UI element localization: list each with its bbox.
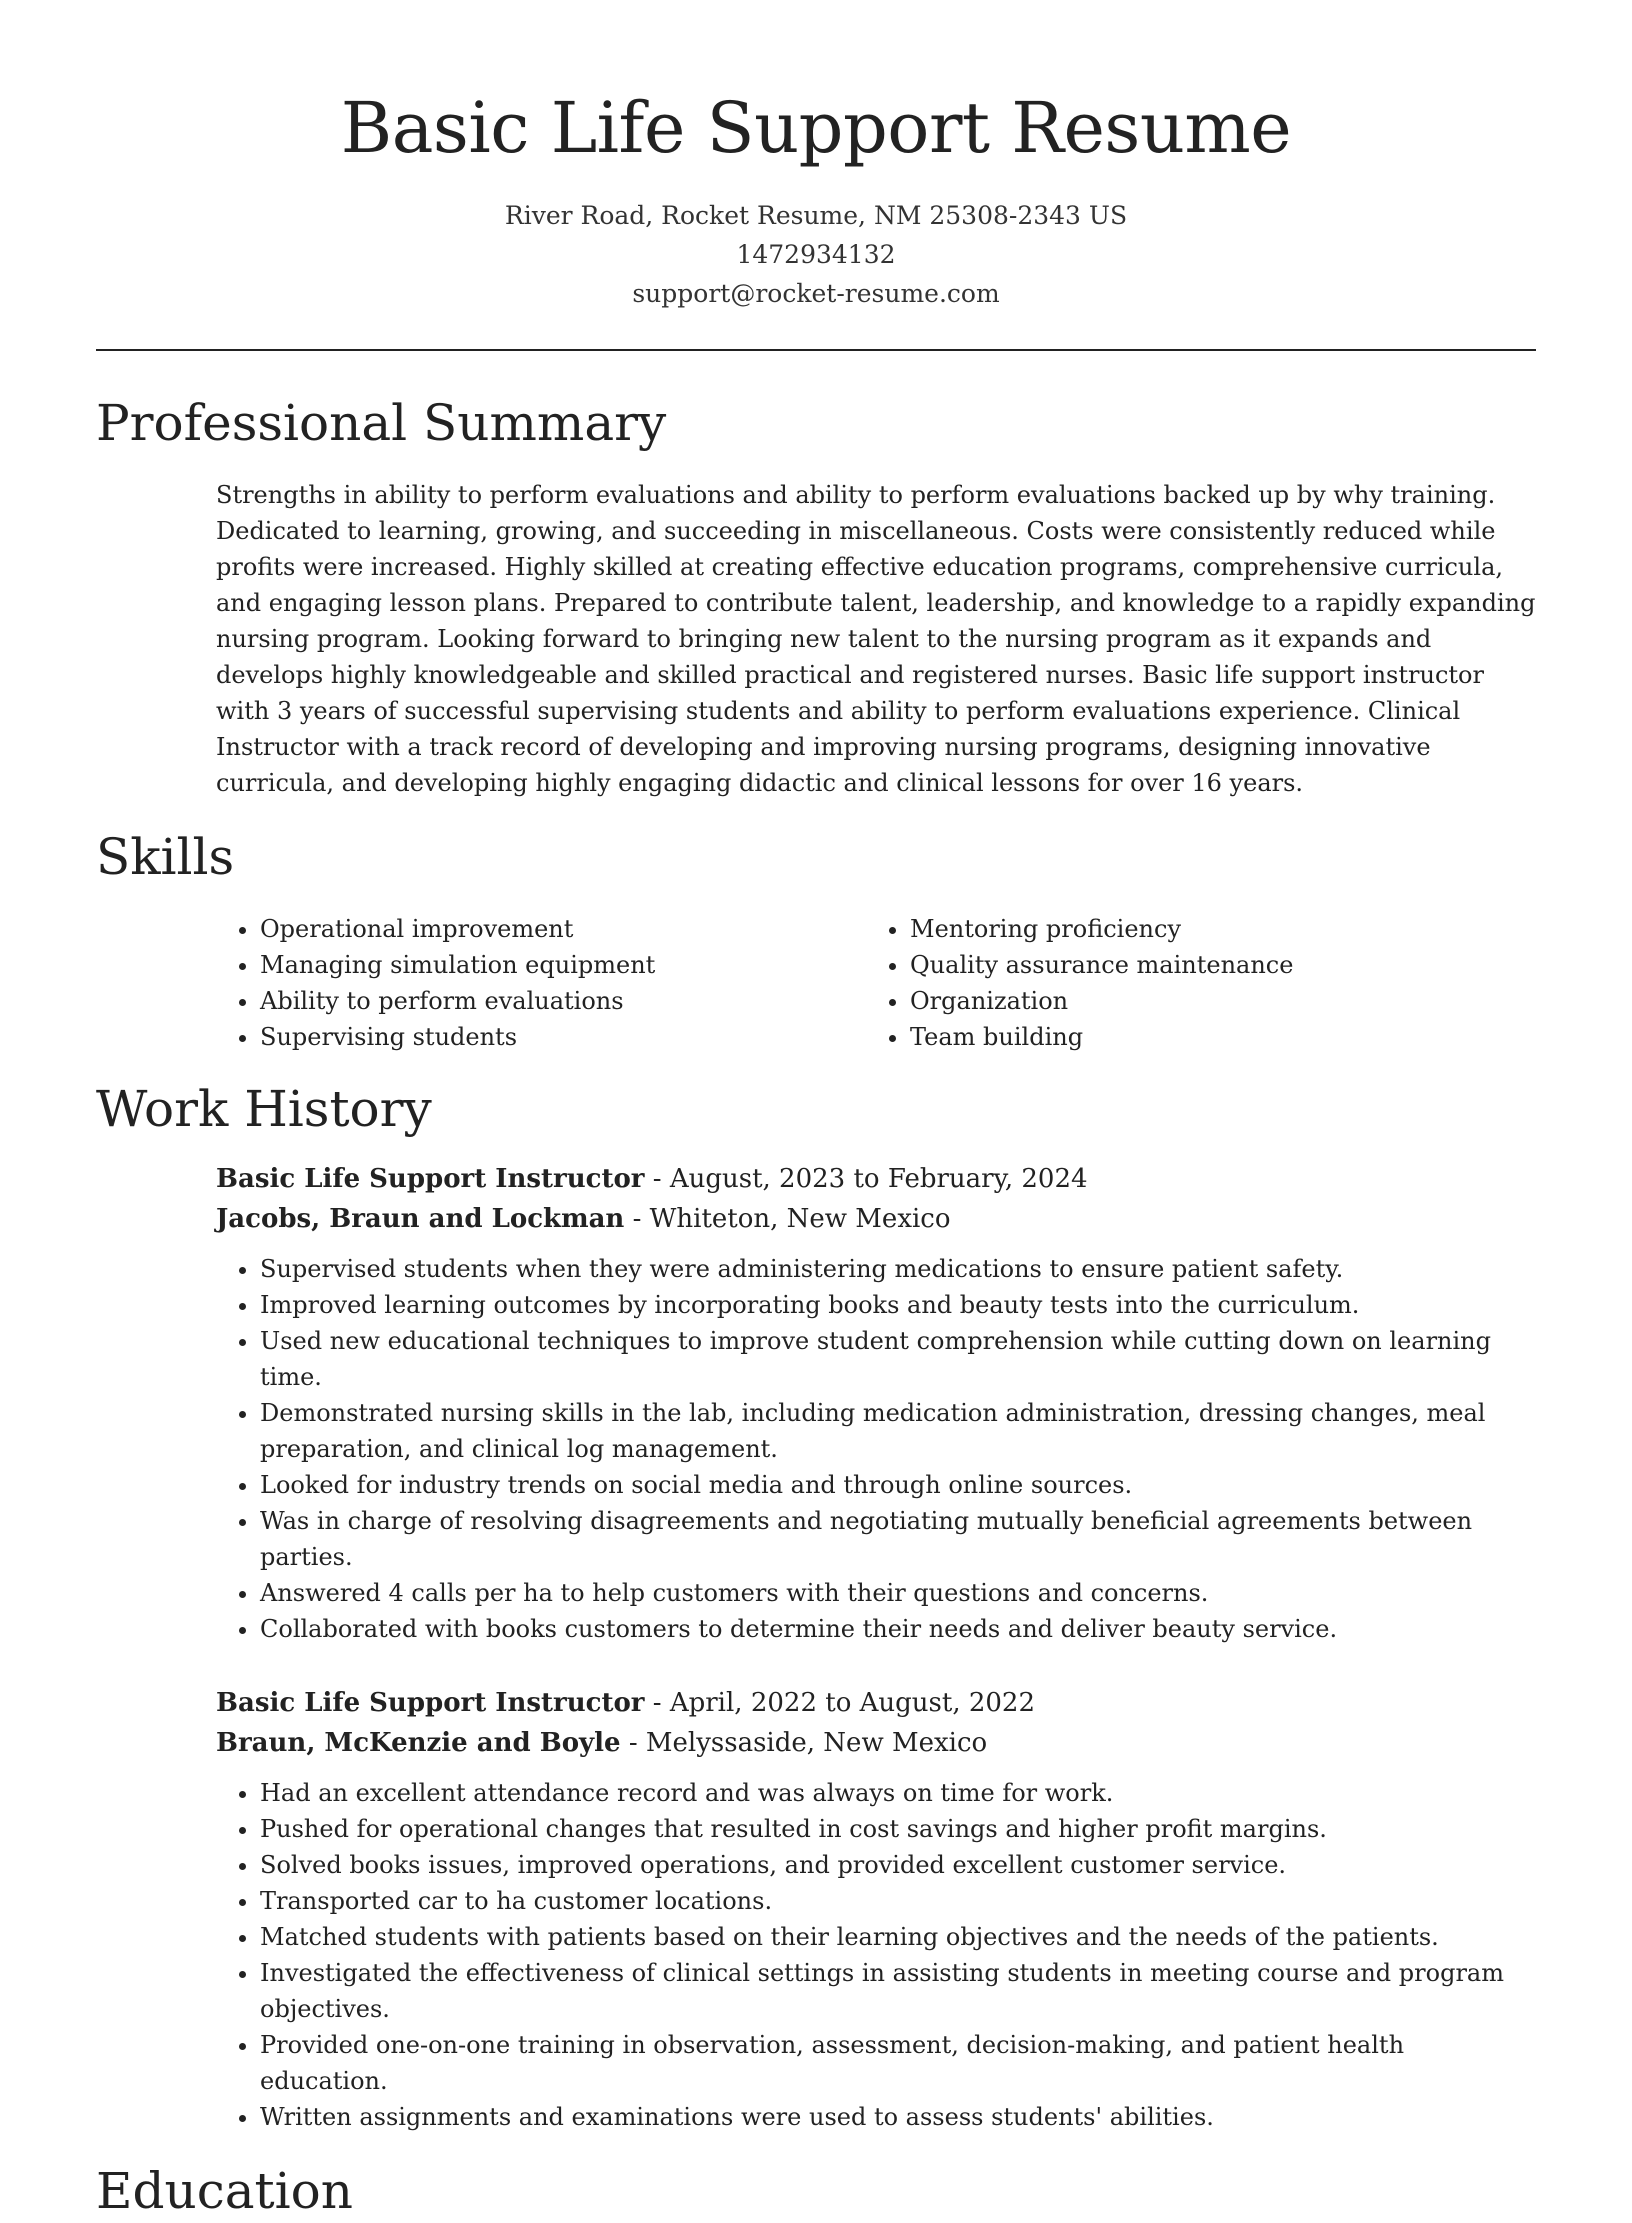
job-bullet: • Transported car to ha customer locations. xyxy=(260,1883,1536,1919)
job-bullet: • Was in charge of resolving disagreements and negotiating mutually beneficial agreements between parties. xyxy=(260,1503,1536,1575)
work-history-section xyxy=(96,1077,1536,2135)
skill-item: • Organization xyxy=(910,983,1516,1019)
job-bullet: • Investigated the effectiveness of clinical settings in assisting students in meeting course and program objectives. xyxy=(260,1955,1536,2027)
job-bullet: • Written assignments and examinations were used to assess students' abilities. xyxy=(260,2099,1536,2135)
summary-section xyxy=(96,391,1536,801)
skill-item: • Team building xyxy=(910,1019,1516,1055)
job-location: - Whiteton, New Mexico xyxy=(624,1204,951,1234)
skills-heading: Skills xyxy=(96,828,235,886)
job-company-line xyxy=(216,1199,1536,1239)
job-dates: - August, 2023 to February, 2024 xyxy=(644,1164,1088,1194)
header-divider xyxy=(96,349,1536,351)
job-bullet: • Matched students with patients based on their learning objectives and the needs of the patients. xyxy=(260,1919,1536,1955)
skill-item: • Managing simulation equipment xyxy=(260,947,866,983)
job-bullet: • Improved learning outcomes by incorporating books and beauty tests into the curriculum. xyxy=(260,1287,1536,1323)
education-heading: Education xyxy=(96,2162,353,2220)
job-title-line xyxy=(216,1159,1536,1199)
job-company: Braun, McKenzie and Boyle xyxy=(216,1728,621,1758)
contact-phone: 1472934132 xyxy=(736,240,896,269)
skill-item: • Mentoring proficiency xyxy=(910,911,1516,947)
job-bullet: • Solved books issues, improved operations, and provided excellent customer service. xyxy=(260,1847,1536,1883)
job-company-line xyxy=(216,1723,1536,1763)
resume-title: Basic Life Support Resume xyxy=(340,87,1292,169)
skill-item: • Supervising students xyxy=(260,1019,866,1055)
education-section xyxy=(96,2159,1536,2223)
job-bullets xyxy=(216,1251,1536,1647)
job-bullet: • Collaborated with books customers to determine their needs and deliver beauty service. xyxy=(260,1611,1536,1647)
job-bullet: • Answered 4 calls per ha to help customers with their questions and concerns. xyxy=(260,1575,1536,1611)
contact-info xyxy=(0,196,1632,313)
job-bullet: • Pushed for operational changes that resulted in cost savings and higher profit margins. xyxy=(260,1811,1536,1847)
job-title-line xyxy=(216,1683,1536,1723)
summary-heading: Professional Summary xyxy=(96,394,667,452)
job-bullet: • Provided one-on-one training in observation, assessment, decision-making, and patient health education. xyxy=(260,2027,1536,2099)
job-entry xyxy=(216,1159,1536,1647)
skills-section xyxy=(96,825,1536,1055)
resume-header xyxy=(0,0,1632,313)
skills-column-left xyxy=(216,911,866,1055)
skill-item: • Operational improvement xyxy=(260,911,866,947)
job-entry xyxy=(216,1683,1536,2135)
job-bullet: • Supervised students when they were administering medications to ensure patient safety. xyxy=(260,1251,1536,1287)
job-dates: - April, 2022 to August, 2022 xyxy=(644,1688,1036,1718)
contact-email: support@rocket-resume.com xyxy=(632,279,1000,308)
job-bullet: • Looked for industry trends on social media and through online sources. xyxy=(260,1467,1536,1503)
contact-address: River Road, Rocket Resume, NM 25308-2343 US xyxy=(504,201,1128,230)
job-bullet: • Demonstrated nursing skills in the lab, including medication administration, dressing changes, meal preparation, and clinical log management. xyxy=(260,1395,1536,1467)
skill-item: • Quality assurance maintenance xyxy=(910,947,1516,983)
job-title: Basic Life Support Instructor xyxy=(216,1688,645,1718)
work-history-heading: Work History xyxy=(96,1080,432,1138)
job-bullet: • Had an excellent attendance record and was always on time for work. xyxy=(260,1775,1536,1811)
skills-grid xyxy=(216,911,1536,1055)
job-company: Jacobs, Braun and Lockman xyxy=(216,1204,625,1234)
job-bullet: • Used new educational techniques to improve student comprehension while cutting down on learning time. xyxy=(260,1323,1536,1395)
job-bullets xyxy=(216,1775,1536,2135)
skills-column-right xyxy=(866,911,1516,1055)
summary-text: Strengths in ability to perform evaluations and ability to perform evaluations backed up by why training. Dedicated to learning, growing, and succeeding in miscellaneous. Costs were consistently reduced while profits were increased. Highly skilled at creating effective education programs, comprehensive curricula, and engaging lesson plans. Prepared to contribute talent, leadership, and knowledge to a rapidly expanding nursing program. Looking forward to bringing new talent to the nursing program as it expands and develops highly knowledgeable and skilled practical and registered nurses. Basic life support instructor with 3 years of successful supervising students and ability to perform evaluations experience. Clinical Instructor with a track record of developing and improving nursing programs, designing innovative curricula, and developing highly engaging didactic and clinical lessons for over 16 years. xyxy=(216,481,1536,797)
job-location: - Melyssaside, New Mexico xyxy=(620,1728,988,1758)
skill-item: • Ability to perform evaluations xyxy=(260,983,866,1019)
job-title: Basic Life Support Instructor xyxy=(216,1164,645,1194)
